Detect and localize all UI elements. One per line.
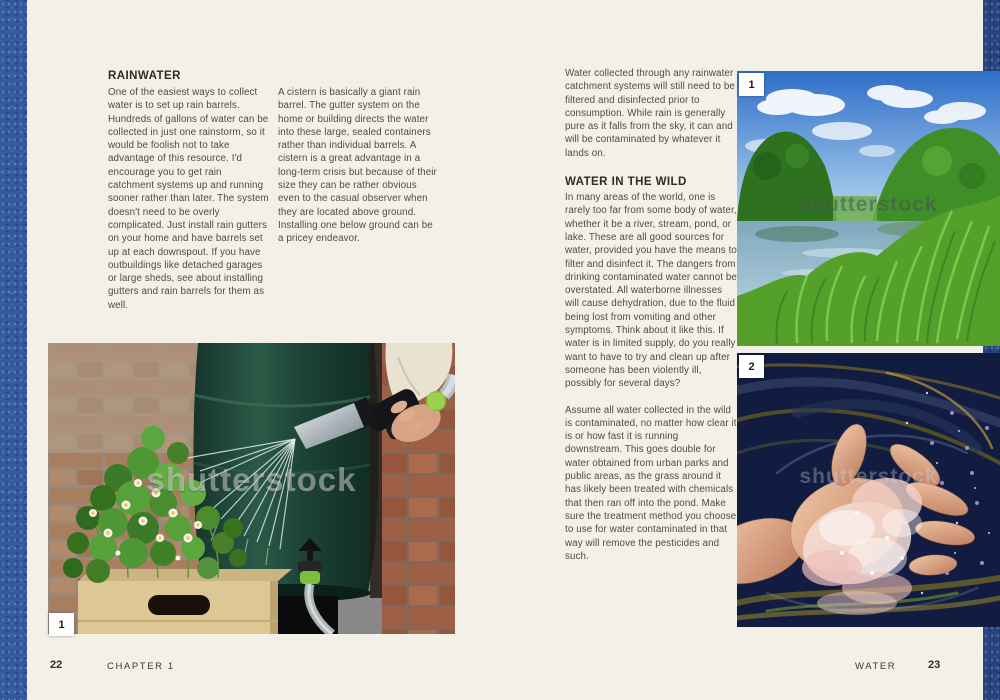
- right-page-column: [565, 67, 737, 563]
- photo-number-badge: 2: [739, 355, 764, 378]
- filtering-paragraph: Water collected through any rainwater catchment systems will still need to be filtered and disinfected prior to consumption. While rain is generally pure as it falls from the sky, it can and will be contaminated by whatever it lands on.: [565, 68, 735, 159]
- contamination-paragraph: Assume all water collected in the wild is contaminated, no matter how clear it is or how fast it is running downstream. This goes double for water obtained from urban parks and public areas, as the grass around it has likely been treated with chemicals that then ran off into the pond. Make sure the treatment method you choose to use for water contaminated in that way will remove the pesticides and such.: [565, 404, 737, 562]
- wild-water-paragraph: In many areas of the world, one is rarely too far from some body of water, whether it be a river, stream, pond, or lake. These are all good sources for water, provided you have the means to filter and disinfect it. The dangers from drinking contaminated water cannot be overstated. All waterborne illnesses will cause dehydration, due to the fluid being lost from vomiting and other symptoms. Think about it like this. If water is in limited supply, do you really want to have to try and clean up after someone has been violently ill, possibly for several days?: [565, 192, 737, 390]
- running-footer-section: WATER: [855, 661, 897, 672]
- cistern-paragraph: A cistern is basically a giant rain barrel. The gutter system on the home or building directs the water into these large, sealed containers rather than individual barrels. A cistern is a great advantage in a long-term crisis but because of their size they can be rather obvious even to the casual observer when they are located above ground. Installing one below ground can be a pricey endeavor.: [278, 87, 437, 245]
- stock-watermark: shutterstock: [799, 193, 938, 216]
- pond-photo: [737, 71, 1000, 346]
- hand-in-stream-photo: [737, 353, 1000, 627]
- wooden-crate: [78, 569, 292, 634]
- stock-watermark: shutterstock: [146, 461, 357, 498]
- rain-barrel-photo: [48, 343, 455, 634]
- rainwater-heading: RAINWATER: [108, 70, 181, 82]
- page-number-left: 22: [50, 659, 63, 671]
- left-page-column-1: [108, 70, 270, 312]
- wall-gap-shadow: [370, 343, 382, 598]
- photo-number-badge: 1: [739, 73, 764, 96]
- page-number-right: 23: [928, 659, 941, 671]
- water-in-the-wild-heading: WATER IN THE WILD: [565, 176, 687, 189]
- rainwater-paragraph: One of the easiest ways to collect water is to set up rain barrels. Hundreds of gallons of water can be collected in just one rainstorm, so it would be foolish not to take advantage of this resource. I'd encourage you to get rain catchment systems up and running sooner rather than later. The system doesn't need to be overly complicated. Just install rain gutters on your home and have barrels set up at each downspout. If you have outbuildings like detached garages or large sheds, see about installing gutters and rain barrels for them as well.: [108, 87, 269, 311]
- running-footer-chapter: CHAPTER 1: [107, 661, 175, 672]
- photo-number-badge: 1: [49, 613, 74, 636]
- stock-watermark: shutterstock: [799, 465, 938, 488]
- blue-backdrop-left-edge: [0, 0, 27, 700]
- left-page-column-2: [278, 86, 440, 246]
